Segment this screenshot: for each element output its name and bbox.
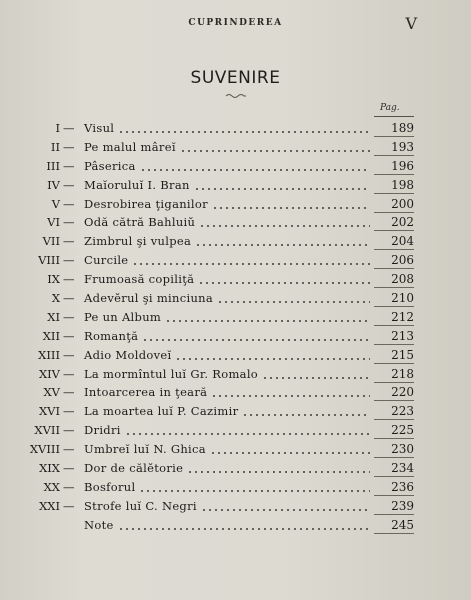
- entry-dash: —: [63, 215, 75, 230]
- toc-entry: [0, 421, 471, 440]
- dot-leader: [118, 131, 370, 133]
- entry-title: Desrobirea ţiganilor: [84, 196, 208, 211]
- page-column-rule: [374, 136, 414, 137]
- toc-entry: [0, 478, 471, 497]
- section-title: SUVENIRE: [190, 68, 281, 88]
- entry-title: Note: [84, 517, 114, 532]
- toc-entry: [0, 119, 471, 138]
- entry-dash: —: [63, 291, 75, 306]
- entry-dash: —: [63, 442, 75, 457]
- toc-list: [0, 119, 471, 535]
- running-head: CUPRINDEREA: [188, 18, 283, 28]
- dot-leader: [194, 188, 370, 190]
- entry-title: Visul: [84, 121, 115, 135]
- dot-leader: [132, 263, 370, 265]
- toc-entry: [0, 327, 471, 346]
- entry-numeral: I: [55, 121, 60, 135]
- entry-title: Intoarcerea in ţeară: [84, 385, 208, 400]
- entry-page-number: 193: [391, 139, 414, 154]
- entry-dash: —: [63, 253, 75, 268]
- entry-numeral: XII: [42, 328, 60, 343]
- entry-title: La moartea luĭ P. Cazimir: [84, 404, 239, 419]
- toc-entry: [0, 440, 471, 459]
- dot-leader: [139, 490, 370, 492]
- entry-title: Adio Moldoveĭ: [84, 347, 172, 362]
- entry-page-number: 212: [391, 309, 414, 324]
- entry-dash: —: [63, 423, 75, 438]
- entry-numeral: IX: [47, 272, 60, 287]
- page-column-rule: [374, 514, 414, 515]
- entry-page-number: 206: [391, 253, 414, 268]
- entry-dash: —: [63, 177, 75, 192]
- entry-dash: —: [63, 328, 75, 343]
- page-column-rule: [374, 230, 414, 231]
- entry-title: Romanţă: [84, 328, 139, 343]
- entry-dash: —: [63, 121, 75, 135]
- page-column-rule: [374, 249, 414, 250]
- page-column-rule: [374, 476, 414, 477]
- dot-leader: [118, 528, 370, 530]
- toc-entry: [0, 383, 471, 402]
- dot-leader: [187, 471, 370, 473]
- entry-dash: —: [63, 461, 75, 476]
- entry-title: Pe un Album: [84, 309, 162, 324]
- entry-page-number: 223: [391, 404, 414, 419]
- entry-title: Curcile: [84, 253, 129, 268]
- dot-leader: [199, 225, 370, 227]
- toc-entry: [0, 157, 471, 176]
- dot-leader: [217, 301, 370, 303]
- entry-numeral: XXI: [39, 498, 60, 513]
- entry-page-number: 236: [391, 479, 414, 494]
- page-column-rule: [374, 457, 414, 458]
- dot-leader: [140, 169, 370, 171]
- dot-leader: [198, 282, 370, 284]
- entry-page-number: 208: [391, 272, 414, 287]
- entry-numeral: VI: [47, 215, 60, 230]
- dot-leader: [125, 433, 370, 435]
- entry-title: Pe malul mâreĭ: [84, 139, 176, 154]
- page-column-rule: [374, 344, 414, 345]
- entry-page-number: 200: [391, 196, 414, 211]
- entry-page-number: 196: [391, 158, 414, 173]
- entry-page-number: 234: [391, 461, 414, 476]
- entry-numeral: IV: [47, 177, 60, 192]
- page-column-rule: [374, 174, 414, 175]
- page-column-rule: [374, 193, 414, 194]
- entry-numeral: XIV: [38, 366, 60, 381]
- entry-page-number: 225: [391, 423, 414, 438]
- entry-numeral: III: [46, 158, 60, 173]
- page-column-rule: [374, 438, 414, 439]
- entry-title: Dor de călĕtorie: [84, 461, 184, 476]
- entry-page-number: 189: [391, 121, 414, 135]
- entry-title: Bosforul: [84, 479, 136, 494]
- entry-title: Zimbrul şi vulpea: [84, 234, 192, 249]
- toc-entry: [0, 138, 471, 157]
- dot-leader: [165, 320, 370, 322]
- entry-numeral: XVII: [34, 423, 60, 438]
- entry-title: Odă cătră Bahluiŭ: [84, 215, 196, 230]
- entry-page-number: 198: [391, 177, 414, 192]
- entry-page-number: 220: [391, 385, 414, 400]
- entry-page-number: 245: [391, 517, 414, 532]
- page-column-rule: [374, 495, 414, 496]
- page-column-rule: [374, 268, 414, 269]
- toc-entry: [0, 497, 471, 516]
- toc-entry: [0, 251, 471, 270]
- entry-title: La mormîntul luĭ Gr. Romalo: [84, 366, 259, 381]
- entry-title: Dridri: [84, 423, 121, 438]
- entry-title: Maĭoruluĭ I. Bran: [84, 177, 190, 192]
- entry-numeral: VII: [42, 234, 60, 249]
- entry-page-number: 204: [391, 234, 414, 249]
- entry-dash: —: [63, 347, 75, 362]
- toc-entry: [0, 270, 471, 289]
- entry-dash: —: [63, 404, 75, 419]
- pag-column-label: Pag.: [380, 103, 400, 113]
- page-column-rule: [374, 212, 414, 213]
- toc-entry: [0, 346, 471, 365]
- entry-page-number: 218: [391, 366, 414, 381]
- dot-leader: [195, 244, 370, 246]
- dot-leader: [142, 339, 370, 341]
- page-numeral: V: [405, 14, 417, 33]
- page-column-rule: [374, 400, 414, 401]
- entry-dash: —: [63, 309, 75, 324]
- entry-page-number: 215: [391, 347, 414, 362]
- entry-numeral: XV: [43, 385, 60, 400]
- toc-entry: [0, 176, 471, 195]
- entry-numeral: V: [51, 196, 60, 211]
- entry-numeral: XVI: [38, 404, 60, 419]
- entry-dash: —: [63, 139, 75, 154]
- page-column-rule: [374, 287, 414, 288]
- entry-title: Strofe luĭ C. Negri: [84, 498, 197, 513]
- entry-dash: —: [63, 385, 75, 400]
- dot-leader: [242, 414, 370, 416]
- page-column-rule: [374, 325, 414, 326]
- entry-dash: —: [63, 272, 75, 287]
- page-column-rule: [374, 419, 414, 420]
- page-column-rule: [374, 155, 414, 156]
- dot-leader: [201, 509, 370, 511]
- entry-numeral: XIII: [38, 347, 60, 362]
- toc-entry: [0, 308, 471, 327]
- entry-title: Pâserica: [84, 158, 136, 173]
- ornament-divider: [225, 93, 247, 99]
- dot-leader: [210, 452, 370, 454]
- entry-title: Adevĕrul şi minciuna: [84, 291, 214, 306]
- page-column-rule: [374, 533, 414, 534]
- entry-page-number: 239: [391, 498, 414, 513]
- entry-dash: —: [63, 234, 75, 249]
- entry-numeral: XX: [43, 479, 60, 494]
- entry-dash: —: [63, 158, 75, 173]
- entry-dash: —: [63, 498, 75, 513]
- entry-dash: —: [63, 479, 75, 494]
- entry-numeral: VIII: [38, 253, 60, 268]
- entry-numeral: XVIII: [29, 442, 60, 457]
- dot-leader: [262, 377, 370, 379]
- dot-leader: [212, 207, 370, 209]
- entry-title: Frumoasă copiliţă: [84, 272, 195, 287]
- entry-page-number: 202: [391, 215, 414, 230]
- dot-leader: [211, 395, 370, 397]
- toc-entry: [0, 289, 471, 308]
- entry-dash: —: [63, 366, 75, 381]
- entry-numeral: XI: [47, 309, 60, 324]
- entry-dash: —: [63, 196, 75, 211]
- entry-numeral: II: [50, 139, 60, 154]
- toc-entry: [0, 459, 471, 478]
- toc-entry: [0, 365, 471, 384]
- toc-entry: [0, 402, 471, 421]
- entry-numeral: XIX: [39, 461, 60, 476]
- entry-numeral: X: [51, 291, 60, 306]
- dot-leader: [175, 358, 370, 360]
- entry-title: Umbreĭ luĭ N. Ghica: [84, 442, 206, 457]
- toc-entry: [0, 213, 471, 232]
- entry-page-number: 210: [391, 291, 414, 306]
- entry-page-number: 213: [391, 328, 414, 343]
- toc-entry: [0, 195, 471, 214]
- page-column-rule: [374, 306, 414, 307]
- pag-column-rule: [374, 116, 414, 117]
- dot-leader: [180, 150, 370, 152]
- page-column-rule: [374, 363, 414, 364]
- toc-entry: [0, 232, 471, 251]
- page-column-rule: [374, 382, 414, 383]
- entry-page-number: 230: [391, 442, 414, 457]
- toc-entry: [0, 516, 471, 535]
